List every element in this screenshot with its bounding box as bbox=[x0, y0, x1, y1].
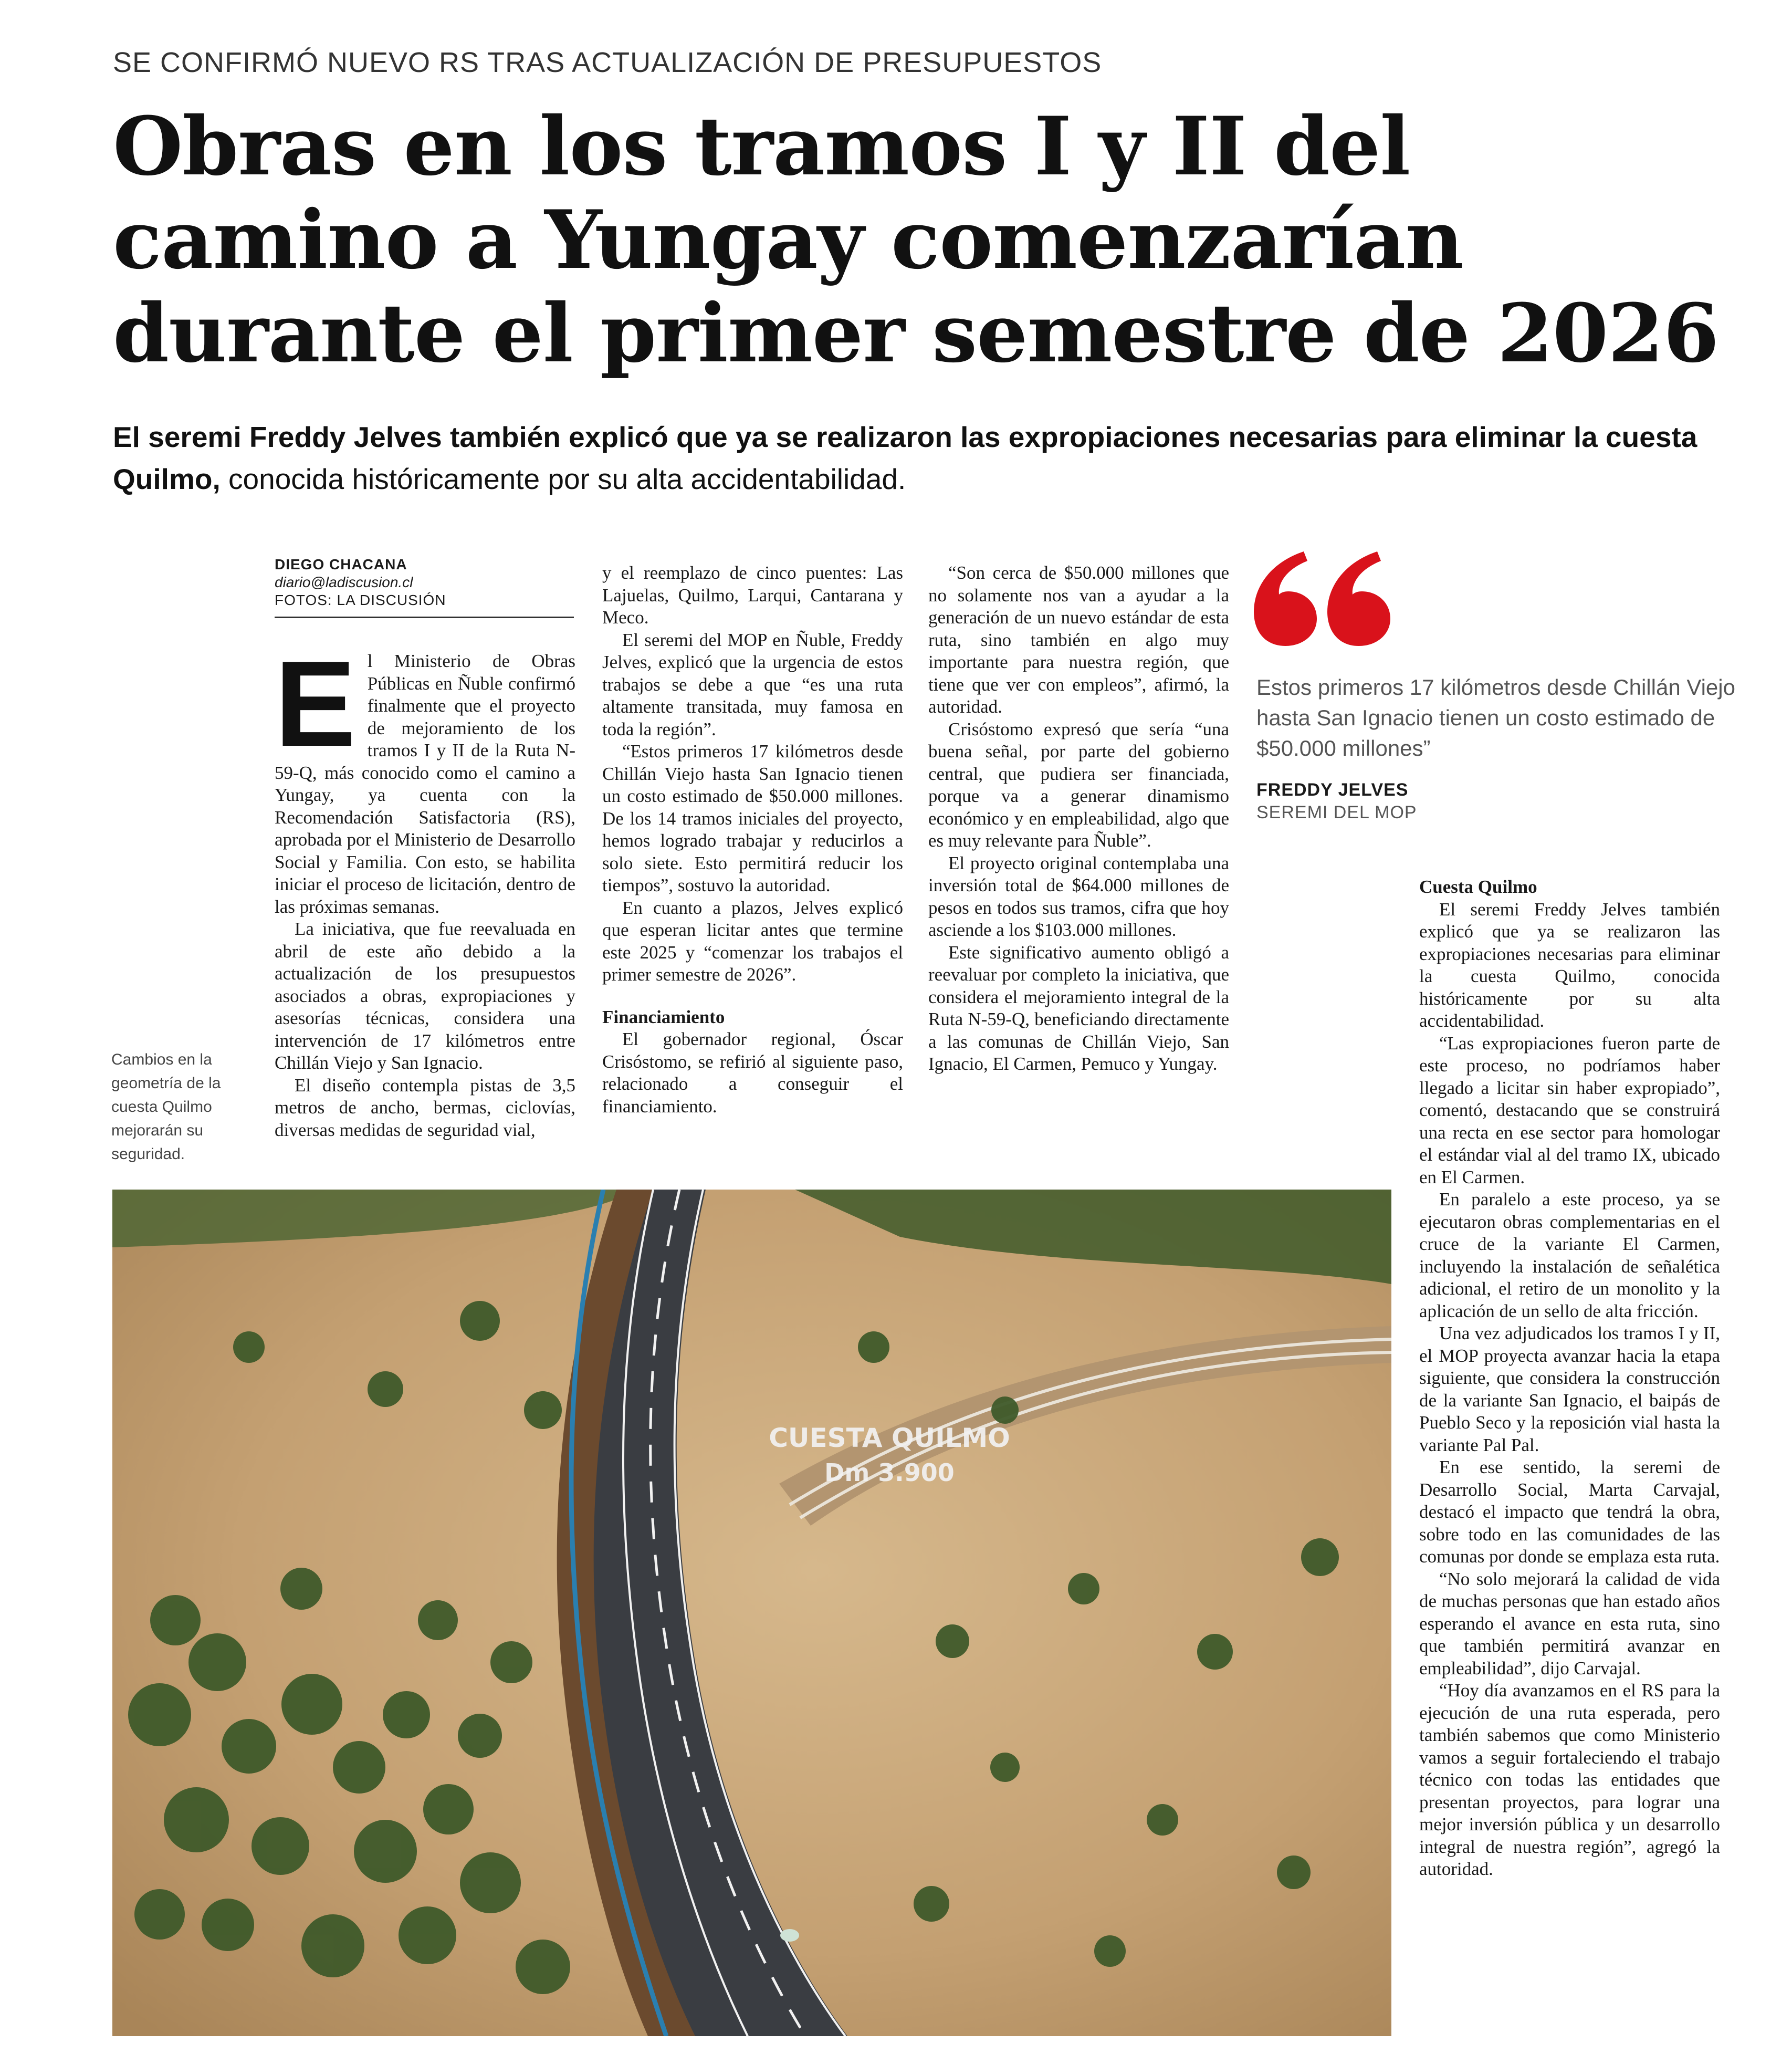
paragraph: El seremi Freddy Jelves también explicó que ya se realizaron las expropiaciones necesarias para eliminar la cuesta Quilmo, conocida históricamente por su alta accidentabilidad. bbox=[1419, 899, 1720, 1031]
paragraph: Este significativo aumento obligó a reevaluar por completo la iniciativa, que considera el mejoramiento integral de la Ruta N-59-Q, beneficiando directamente a las comunas de Chillán Viejo, San Ignacio, El Carmen, Pemuco y Yungay. bbox=[928, 942, 1229, 1074]
quote-mark-icon bbox=[1254, 551, 1396, 646]
paragraph: l Ministerio de Obras Públicas en Ñuble confirmó finalmente que el proyecto de mejoramiento de los tramos I y II de la Ruta N-59-Q, más conocido como el camino a Yungay, ya cuenta con la Recomendación Satisfactoria (RS), aprobada por el Ministerio de Desarrollo Social y Familia. Con esto, se habilita iniciar el proceso de licitación, dentro de las próximas semanas. bbox=[275, 651, 575, 917]
paragraph: Crisóstomo expresó que sería “una buena señal, por parte del gobierno central, que pudiera ser financiada, porque va a generar dinamismo económico y en empleabilidad, algo que es muy relevante para Ñuble”. bbox=[928, 718, 1229, 851]
byline-email: diario@ladiscusion.cl bbox=[275, 574, 413, 590]
subhead: Financiamiento bbox=[602, 1006, 725, 1027]
kicker: SE CONFIRMÓ NUEVO RS TRAS ACTUALIZACIÓN DE PRESUPUESTOS bbox=[113, 47, 1102, 78]
paragraph: Una vez adjudicados los tramos I y II, el MOP proyecta avanzar hacia la etapa siguiente, que considera la construcción de la variante San Ignacio, el baipás de Pueblo Seco y la reposición vial hasta la variante Pal Pal. bbox=[1419, 1323, 1720, 1455]
dropcap: E bbox=[275, 636, 356, 772]
paragraph: La iniciativa, que fue reevaluada en abril de este año debido a la actualización de los presupuestos asociados a obras, expropiaciones y asesorías técnicas, considera una intervención de 17 kilómetros entre Chillán Viejo y San Ignacio. bbox=[275, 919, 575, 1073]
paragraph: En paralelo a este proceso, ya se ejecutaron obras complementarias en el cruce de la variante El Carmen, incluyendo la instalación de señalética adicional, el retiro de un monolito y la aplicación de un sello de alta fricción. bbox=[1419, 1189, 1720, 1321]
aerial-road-render bbox=[112, 1190, 1391, 2036]
body-column-3 bbox=[928, 562, 1229, 1076]
paragraph: “No solo mejorará la calidad de vida de muchas personas que han estado años esperando el avance en esta ruta, sino que también permitirá avanzar en empleabilidad”, dijo Carvajal. bbox=[1419, 1568, 1720, 1679]
pullquote-name: FREDDY JELVES bbox=[1256, 780, 1409, 800]
pullquote-role: SEREMI DEL MOP bbox=[1256, 802, 1417, 822]
deck bbox=[113, 416, 1709, 500]
paragraph: “Son cerca de $50.000 millones que no solamente nos van a ayudar a la generación de un nuevo estándar de esta ruta, sino también en algo muy importante para nuestra región, que tiene que ver con empleos”, afirmó, la autoridad. bbox=[928, 562, 1229, 717]
paragraph: “Estos primeros 17 kilómetros desde Chillán Viejo hasta San Ignacio tienen un costo estimado de $50.000 millones. De los 14 tramos iniciales del proyecto, hemos logrado trabajar y reducirlos a solo siete. Esto permitirá reducir los tiempos”, sostuvo la autoridad. bbox=[602, 741, 903, 895]
paragraph: El proyecto original contemplaba una inversión total de $64.000 millones de pesos en todos sus tramos, cifra que hoy asciende a los $103.000 millones. bbox=[928, 852, 1229, 940]
body-column-4 bbox=[1419, 876, 1720, 1881]
photo-label-line2: Dm 3.900 bbox=[824, 1458, 955, 1487]
photo-caption: Cambios en la geometría de la cuesta Quilmo mejorarán su seguridad. bbox=[111, 1051, 221, 1163]
paragraph: “Hoy día avanzamos en el RS para la ejecución de una ruta esperada, pero también sabemos que como Ministerio vamos a seguir fortaleciendo el trabajo técnico con todas las entidades que presentan proyectos, para lograr una mejor inversión pública y un desarrollo integral de nuestra región”, agregó la autoridad. bbox=[1419, 1680, 1720, 1879]
body-column-1 bbox=[275, 636, 575, 1141]
subhead: Cuesta Quilmo bbox=[1419, 877, 1537, 897]
paragraph: En cuanto a plazos, Jelves explicó que esperan licitar antes que termine este 2025 y “comenzar los trabajos el primer semestre de 2026”. bbox=[602, 897, 903, 985]
paragraph: El seremi del MOP en Ñuble, Freddy Jelves, explicó que la urgencia de estos trabajos se debe a que “es una ruta altamente transitada, muy famosa en toda la región”. bbox=[602, 629, 903, 739]
headline-line: Obras en los tramos I y II del bbox=[113, 99, 1410, 194]
deck-regular: conocida históricamente por su alta accidentabilidad. bbox=[220, 463, 906, 495]
paragraph: El gobernador regional, Óscar Crisóstomo, se refirió al siguiente paso, relacionado a conseguir el financiamiento. bbox=[602, 1029, 903, 1117]
headline-line: camino a Yungay comenzarían bbox=[113, 193, 1463, 287]
paragraph: En ese sentido, la seremi de Desarrollo Social, Marta Carvajal, destacó el impacto que tendrá la obra, sobre todo en las comunidades de las comunas por donde se emplaza esta ruta. bbox=[1419, 1457, 1720, 1567]
paragraph: y el reemplazo de cinco puentes: Las Lajuelas, Quilmo, Larqui, Cantarana y Meco. bbox=[602, 562, 903, 628]
paragraph: “Las expropiaciones fueron parte de este proceso, no podríamos haber llegado a licitar sin haber expropiado”, comentó, destacando que se construirá una recta en ese sector para homologar el estándar vial al del tramo IX, ubicado en El Carmen. bbox=[1419, 1033, 1720, 1187]
paragraph: El diseño contempla pistas de 3,5 metros de ancho, bermas, ciclovías, diversas medidas de seguridad vial, bbox=[275, 1075, 575, 1140]
photo-label-line1: CUESTA QUILMO bbox=[769, 1423, 1010, 1453]
byline-author: DIEGO CHACANA bbox=[275, 556, 407, 572]
road-render-illustration bbox=[112, 1190, 1391, 2036]
byline-photos: FOTOS: LA DISCUSIÓN bbox=[275, 592, 446, 608]
headline-line: durante el primer semestre de 2026 bbox=[113, 286, 1719, 381]
byline bbox=[275, 556, 574, 618]
body-column-2 bbox=[602, 562, 903, 1118]
pullquote-text: Estos primeros 17 kilómetros desde Chillán Viejo hasta San Ignacio tienen un costo estimado de $50.000 millones” bbox=[1256, 675, 1735, 760]
headline bbox=[113, 100, 1767, 380]
deck-bold: El seremi Freddy Jelves también explicó que ya se realizaron las expropiaciones necesarias para eliminar la cuesta Quilmo, bbox=[113, 421, 1697, 495]
